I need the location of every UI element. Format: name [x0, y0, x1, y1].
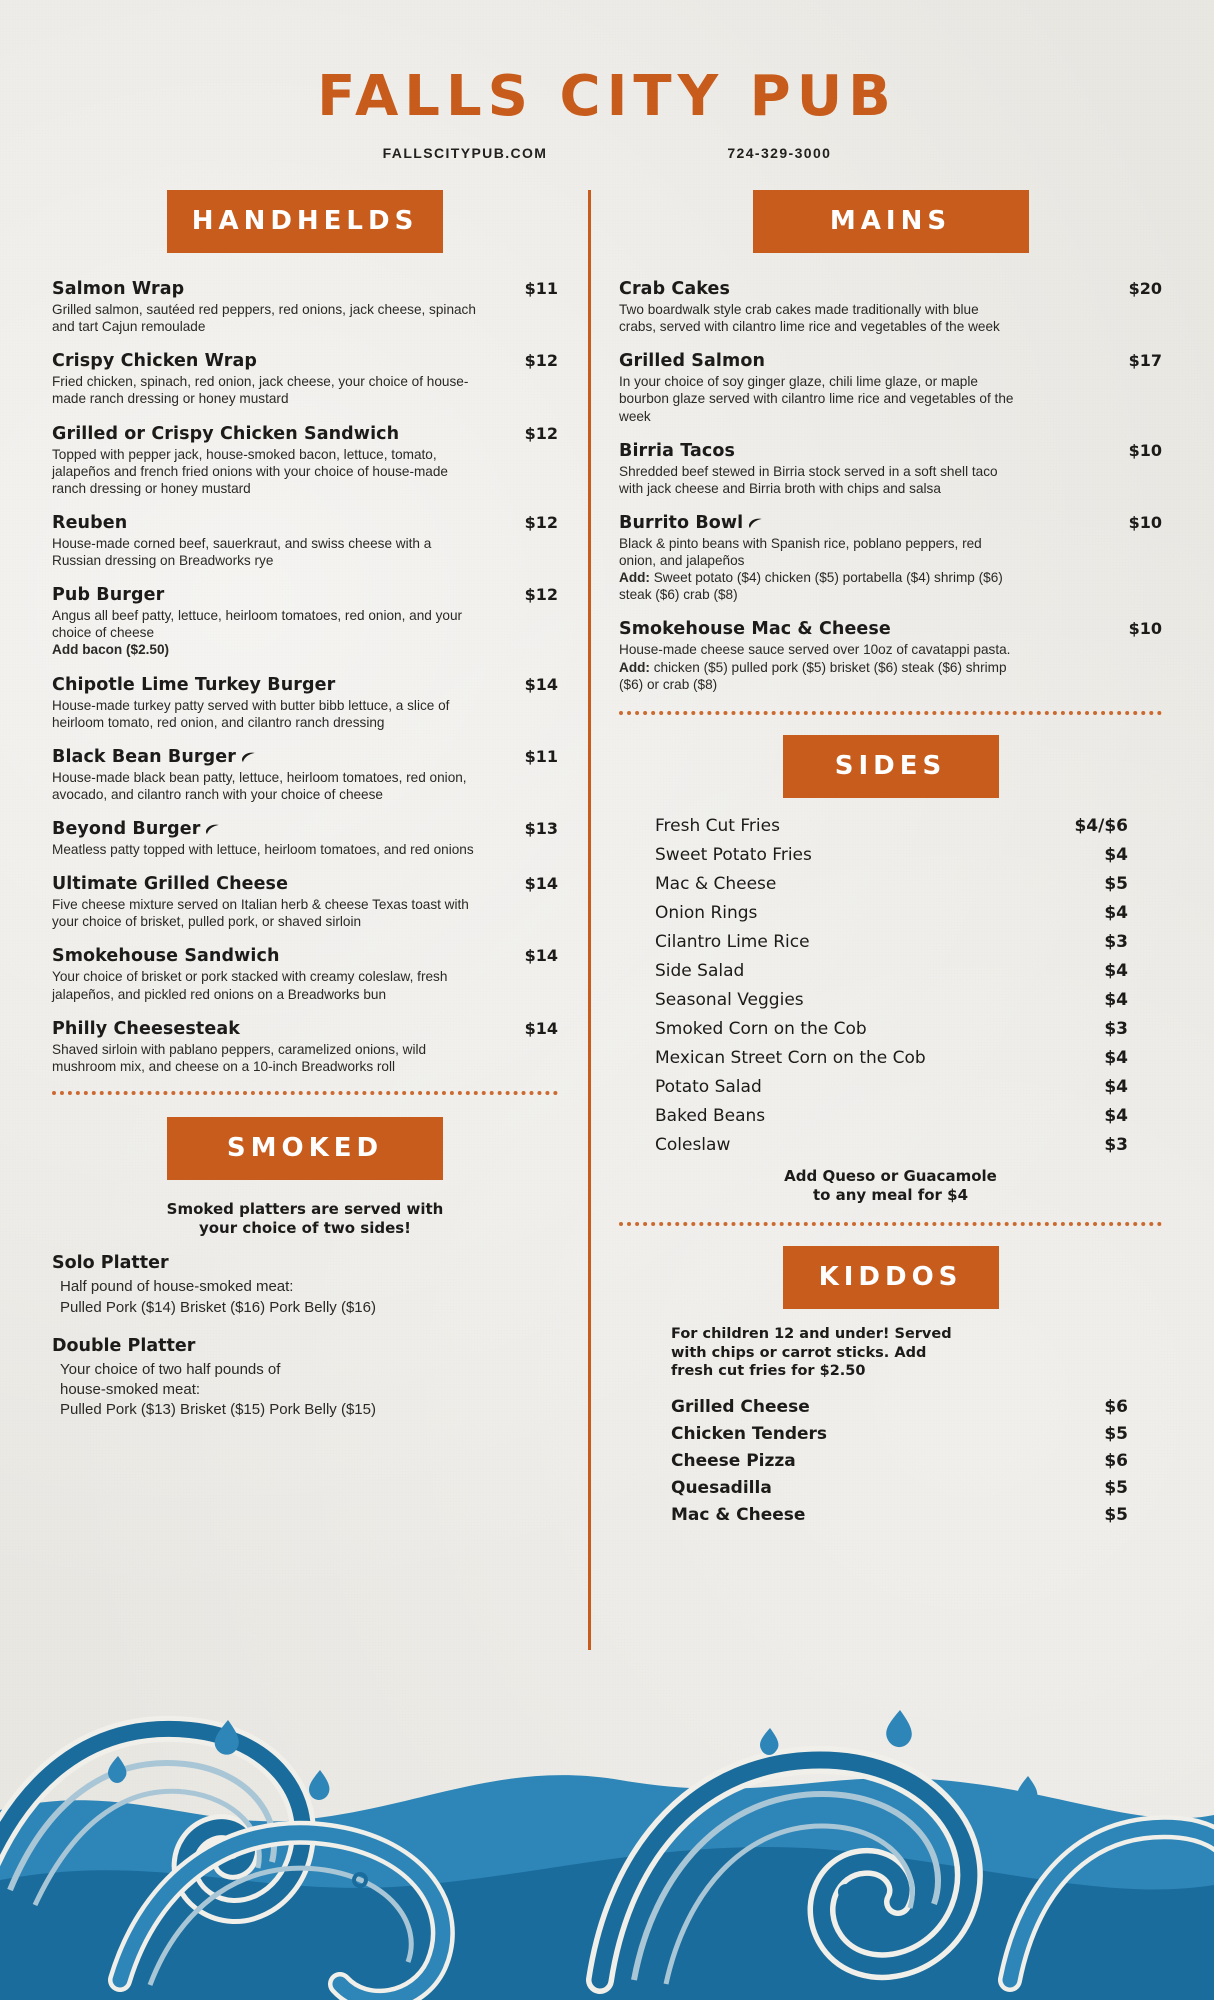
item-name: Birria Tacos — [619, 440, 736, 461]
side-name: Fresh Cut Fries — [655, 815, 780, 836]
menu-item — [52, 874, 558, 930]
item-name: Chipotle Lime Turkey Burger — [52, 674, 336, 695]
handhelds-list — [52, 279, 558, 1075]
smoked-note-line2: your choice of two sides! — [198, 1218, 412, 1237]
item-addon-label: Add: — [619, 570, 650, 586]
item-description-text: House-made cheese sauce served over 10oz of cavatappi pasta. — [619, 642, 1011, 658]
item-name: Philly Cheesesteak — [52, 1018, 241, 1039]
menu-item — [52, 585, 558, 658]
kiddo-price: $5 — [1104, 1423, 1128, 1444]
kiddo-name: Chicken Tenders — [671, 1423, 828, 1444]
list-item — [655, 990, 1128, 1010]
side-name: Mexican Street Corn on the Cob — [655, 1047, 926, 1068]
item-name: Black Bean Burger — [52, 746, 236, 767]
list-item — [655, 903, 1128, 923]
side-name: Seasonal Veggies — [655, 989, 804, 1010]
item-description-text: Black & pinto beans with Spanish rice, poblano peppers, red onion, and jalapeños — [619, 535, 982, 568]
section-banner-smoked: SMOKED — [167, 1117, 443, 1180]
menu-item — [52, 946, 558, 1002]
side-price: $4 — [1104, 902, 1128, 923]
item-price: $12 — [524, 423, 558, 443]
side-price: $4 — [1104, 960, 1128, 981]
item-price: $12 — [524, 512, 558, 532]
item-description-text: Angus all beef patty, lettuce, heirloom tomatoes, red onion, and your choice of cheese — [52, 608, 463, 641]
side-name: Smoked Corn on the Cob — [655, 1018, 867, 1039]
list-item — [671, 1505, 1128, 1525]
item-description: Two boardwalk style crab cakes made traditionally with blue crabs, served with cilantro lime rice and vegetables of the week — [619, 302, 1000, 335]
item-name-with-veg — [52, 819, 220, 839]
menu-item — [52, 351, 558, 407]
kiddo-name: Cheese Pizza — [671, 1450, 796, 1471]
item-price: $14 — [524, 1018, 558, 1038]
list-item — [655, 932, 1128, 952]
item-description: House-made black bean patty, lettuce, heirloom tomatoes, red onion, avocado, and cilantro ranch with your choice of cheese — [52, 769, 467, 802]
mains-list — [619, 279, 1162, 693]
item-price: $10 — [1128, 440, 1162, 460]
item-description: Shaved sirloin with pablano peppers, caramelized onions, wild mushroom mix, and cheese on a 10-inch Breadworks roll — [52, 1041, 427, 1074]
menu-item — [52, 675, 558, 731]
side-name: Baked Beans — [655, 1105, 766, 1126]
item-name: Reuben — [52, 512, 128, 533]
menu-item — [619, 619, 1162, 692]
kiddo-name: Mac & Cheese — [671, 1504, 806, 1525]
smoked-note — [52, 1200, 558, 1238]
item-price: $12 — [524, 351, 558, 371]
smoked-note-line1: Smoked platters are served with — [166, 1199, 444, 1218]
sides-note-line2: to any meal for $4 — [812, 1185, 969, 1204]
item-name: Crispy Chicken Wrap — [52, 351, 258, 372]
platter-line: house-smoked meat: — [60, 1381, 201, 1399]
item-addon-text: Sweet potato ($4) chicken ($5) portabella ($4) shrimp ($6) steak ($6) crab ($8) — [619, 570, 1003, 603]
side-price: $4 — [1104, 1105, 1128, 1126]
kiddo-price: $5 — [1104, 1477, 1128, 1498]
item-name-with-veg — [619, 513, 763, 533]
side-price: $3 — [1104, 1134, 1128, 1155]
item-description: Fried chicken, spinach, red onion, jack cheese, your choice of house-made ranch dressing or honey mustard — [52, 374, 469, 407]
kiddo-name: Quesadilla — [671, 1477, 772, 1498]
list-item — [655, 1106, 1128, 1126]
menu-columns — [0, 190, 1214, 1650]
side-name: Mac & Cheese — [655, 873, 777, 894]
item-price: $10 — [1128, 512, 1162, 532]
column-divider — [588, 190, 591, 1650]
menu-item — [619, 441, 1162, 497]
item-price: $14 — [524, 946, 558, 966]
website-text: FALLSCITYPUB.COM — [382, 145, 548, 161]
menu-item — [619, 351, 1162, 424]
item-price: $14 — [524, 674, 558, 694]
side-name: Coleslaw — [655, 1134, 731, 1155]
list-item — [671, 1397, 1128, 1417]
item-price: $12 — [524, 585, 558, 605]
right-column — [605, 190, 1162, 1650]
item-name: Burrito Bowl — [619, 512, 744, 533]
vegetarian-leaf-icon — [205, 820, 220, 831]
menu-item — [52, 819, 558, 858]
list-item — [655, 874, 1128, 894]
platter-line: Your choice of two half pounds of — [60, 1360, 281, 1378]
left-column — [52, 190, 582, 1650]
item-price: $17 — [1128, 351, 1162, 371]
section-banner-mains: MAINS — [753, 190, 1029, 253]
sides-note-line1: Add Queso or Guacamole — [784, 1166, 997, 1185]
side-price: $4/$6 — [1074, 815, 1128, 836]
side-price: $3 — [1104, 1018, 1128, 1039]
item-name: Grilled Salmon — [619, 351, 766, 372]
item-description: Shredded beef stewed in Birria stock served in a soft shell taco with jack cheese and Birria broth with chips and salsa — [619, 463, 998, 496]
platter-line: Pulled Pork ($14) Brisket ($16) Pork Belly ($16) — [60, 1298, 376, 1316]
item-price: $11 — [524, 279, 558, 298]
item-name: Beyond Burger — [52, 819, 201, 839]
item-description: Your choice of brisket or pork stacked with creamy coleslaw, fresh jalapeños, and pickled red onions on a Breadworks bun — [52, 969, 448, 1002]
item-description: House-made corned beef, sauerkraut, and swiss cheese with a Russian dressing on Breadworks rye — [52, 535, 432, 568]
contact-row — [0, 145, 1214, 161]
item-price: $14 — [524, 874, 558, 894]
item-addon-text: chicken ($5) pulled pork ($5) brisket ($6) steak ($6) shrimp ($6) or crab ($8) — [619, 659, 1007, 692]
section-banner-handhelds: HANDHELDS — [167, 190, 443, 253]
side-price: $5 — [1104, 873, 1128, 894]
menu-item — [52, 424, 558, 497]
list-item — [655, 816, 1128, 836]
item-description: Grilled salmon, sautéed red peppers, red onions, jack cheese, spinach and tart Cajun remoulade — [52, 302, 476, 335]
list-item — [671, 1451, 1128, 1471]
side-name: Cilantro Lime Rice — [655, 931, 810, 952]
menu-header — [0, 0, 1214, 161]
menu-item — [52, 1019, 558, 1075]
item-price: $10 — [1128, 619, 1162, 639]
sides-note — [619, 1167, 1162, 1205]
item-description: House-made turkey patty served with butter bibb lettuce, a slice of heirloom tomato, red onion, and cilantro ranch dressing — [52, 697, 450, 730]
section-divider-dotted — [619, 1222, 1162, 1226]
platter-item — [52, 1336, 558, 1421]
side-price: $4 — [1104, 844, 1128, 865]
menu-item — [619, 279, 1162, 335]
platter-name: Double Platter — [52, 1335, 196, 1356]
item-name: Smokehouse Mac & Cheese — [619, 619, 891, 640]
vegetarian-leaf-icon — [241, 748, 256, 759]
item-name: Pub Burger — [52, 585, 165, 606]
item-price: $13 — [524, 819, 558, 838]
list-item — [655, 1048, 1128, 1068]
section-divider-dotted — [619, 711, 1162, 715]
side-price: $3 — [1104, 931, 1128, 952]
list-item — [655, 961, 1128, 981]
item-description: Meatless patty topped with lettuce, heirloom tomatoes, and red onions — [52, 842, 474, 857]
item-price: $11 — [524, 746, 558, 766]
side-price: $4 — [1104, 989, 1128, 1010]
list-item — [655, 1019, 1128, 1039]
section-banner-sides: SIDES — [783, 735, 999, 798]
platter-name: Solo Platter — [52, 1253, 169, 1274]
sides-list — [619, 816, 1162, 1155]
platter-line: Pulled Pork ($13) Brisket ($15) Pork Belly ($15) — [60, 1401, 376, 1419]
menu-item — [52, 513, 558, 569]
item-description: Five cheese mixture served on Italian herb & cheese Texas toast with your choice of brisket, pulled pork, or shaved sirloin — [52, 897, 469, 930]
kiddos-list — [619, 1397, 1162, 1525]
side-name: Sweet Potato Fries — [655, 844, 812, 865]
list-item — [671, 1424, 1128, 1444]
menu-item — [619, 513, 1162, 604]
list-item — [655, 845, 1128, 865]
section-divider-dotted — [52, 1091, 558, 1095]
item-description — [619, 641, 1019, 692]
phone-text: 724-329-3000 — [727, 145, 832, 161]
item-addon-text: Add bacon ($2.50) — [52, 642, 170, 658]
kiddo-name: Grilled Cheese — [671, 1396, 810, 1417]
menu-item — [52, 279, 558, 335]
restaurant-name: FALLS CITY PUB — [317, 64, 897, 129]
item-description: Topped with pepper jack, house-smoked bacon, lettuce, tomato, jalapeños and french fried onions with your choice of house-made ranch dressing or honey mustard — [52, 446, 448, 496]
section-banner-kiddos: KIDDOS — [783, 1246, 999, 1309]
item-description — [619, 535, 1019, 604]
platter-line: Half pound of house-smoked meat: — [60, 1278, 294, 1296]
side-price: $4 — [1104, 1047, 1128, 1068]
item-description: In your choice of soy ginger glaze, chili lime glaze, or maple bourbon glaze served with cilantro lime rice and vegetables of the week — [619, 374, 1014, 424]
item-name: Grilled or Crispy Chicken Sandwich — [52, 423, 400, 444]
item-name: Salmon Wrap — [52, 279, 185, 299]
kiddo-price: $6 — [1104, 1450, 1128, 1471]
side-name: Side Salad — [655, 960, 745, 981]
item-name-with-veg — [52, 747, 256, 767]
item-name: Ultimate Grilled Cheese — [52, 874, 289, 895]
list-item — [671, 1478, 1128, 1498]
item-price: $20 — [1128, 279, 1162, 298]
menu-item — [52, 747, 558, 803]
kiddo-price: $5 — [1104, 1504, 1128, 1525]
side-name: Potato Salad — [655, 1076, 762, 1097]
item-addon-label: Add: — [619, 659, 650, 675]
kiddos-note: For children 12 and under! Served with chips or carrot sticks. Add fresh cut fries for $2.50 — [671, 1326, 952, 1380]
item-description — [52, 607, 482, 658]
side-price: $4 — [1104, 1076, 1128, 1097]
list-item — [655, 1135, 1128, 1155]
side-name: Onion Rings — [655, 902, 758, 923]
list-item — [655, 1077, 1128, 1097]
platter-item — [52, 1253, 558, 1318]
item-name: Smokehouse Sandwich — [52, 946, 280, 967]
item-name: Crab Cakes — [619, 279, 731, 299]
vegetarian-leaf-icon — [748, 514, 763, 525]
kiddo-price: $6 — [1104, 1396, 1128, 1417]
